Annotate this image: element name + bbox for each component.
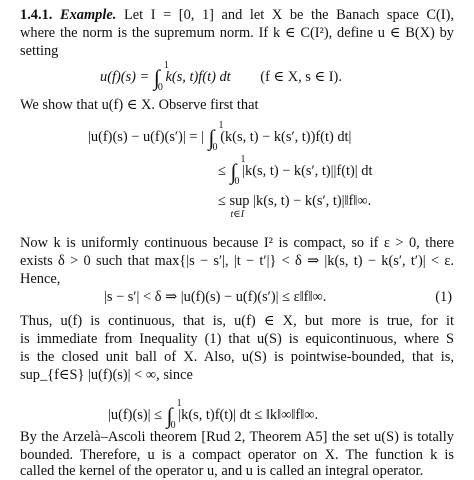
equation-1-label: (1) <box>435 289 452 305</box>
para4-line-1: By the Arzelà–Ascoli theorem [Rud 2, Theorem A5] the set u(S) is totally <box>20 429 454 445</box>
inequality-line-1 <box>88 120 352 153</box>
ineq3-lhs: ≤ <box>218 193 226 209</box>
def-lhs: u(f)(s) = <box>100 69 150 85</box>
def-condition: (f ∈ X, s ∈ I). <box>260 69 342 85</box>
para2-line-3: Hence, <box>20 271 61 287</box>
eq2-lhs: |u(f)(s)| ≤ <box>108 407 163 423</box>
integral-sign: ∫ 1 0 <box>230 154 246 187</box>
definition-equation <box>100 60 342 93</box>
example-number: 1.4.1. <box>20 7 53 23</box>
ineq2-lhs: ≤ <box>218 163 226 179</box>
heading-line-2: where the norm is the supremum norm. If k ∈ C(I²), define u ∈ B(X) by <box>20 25 454 41</box>
para3-line-4: sup_{f∈S} |u(f)(s)| < ∞, since <box>20 367 193 383</box>
integral-sign: ∫ 1 0 <box>153 60 169 93</box>
integral-sign: ∫ 1 0 <box>208 120 224 153</box>
example-title: Example. <box>59 7 117 23</box>
heading-text-1: Let I = [0, 1] and let X be the Banach space C(I), <box>123 7 454 23</box>
para3-line-2: is immediate from Inequality (1) that u(S) is equicontinuous, where S <box>20 331 454 347</box>
para4-line-3: called the kernel of the operator u, and u is called an integral operator. <box>20 463 424 479</box>
inequality-line-2 <box>218 154 373 187</box>
integral-sign: ∫ 1 0 <box>166 398 182 431</box>
para4-line-2: bounded. Therefore, u is a compact operator on X. The function k is <box>20 447 454 463</box>
ineq1-rhs: (k(s, t) − k(s′, t))f(t) dt| <box>220 129 352 145</box>
eq2-rhs: |k(s, t)f(t)| dt ≤ ‖k‖∞‖f‖∞. <box>178 407 319 423</box>
para2-line-1: Now k is uniformly continuous because I² is compact, so if ε > 0, there <box>20 235 454 251</box>
heading-line-3: setting <box>20 43 59 59</box>
ineq1-lhs: |u(f)(s) − u(f)(s′)| = | <box>88 129 204 145</box>
ineq2-rhs: |k(s, t) − k(s′, t)||f(t)| dt <box>242 163 373 179</box>
bound-equation <box>108 398 319 431</box>
para3-line-1: Thus, u(f) is continuous, that is, u(f) ∈ X, but more is true, for it <box>20 313 454 329</box>
ineq3-rhs: |k(s, t) − k(s′, t)|‖f‖∞. <box>253 193 372 209</box>
equation-1: |s − s′| < δ ⇒ |u(f)(s) − u(f)(s′)| ≤ ε‖f‖∞. <box>104 289 327 305</box>
heading-line-1 <box>20 6 454 24</box>
sup-operator: sup t∈I <box>229 193 250 220</box>
inequality-line-3 <box>218 192 372 220</box>
para3-line-3: is the closed unit ball of X. Also, u(S) is pointwise-bounded, that is, <box>20 349 454 365</box>
para2-line-2: exists δ > 0 such that max{|s − s′|, |t − t′|} < δ ⇒ |k(s, t) − k(s′, t′)| < ε. <box>20 253 454 269</box>
show-text: We show that u(f) ∈ X. Observe first that <box>20 97 259 113</box>
def-integrand: k(s, t)f(t) dt <box>165 69 231 85</box>
